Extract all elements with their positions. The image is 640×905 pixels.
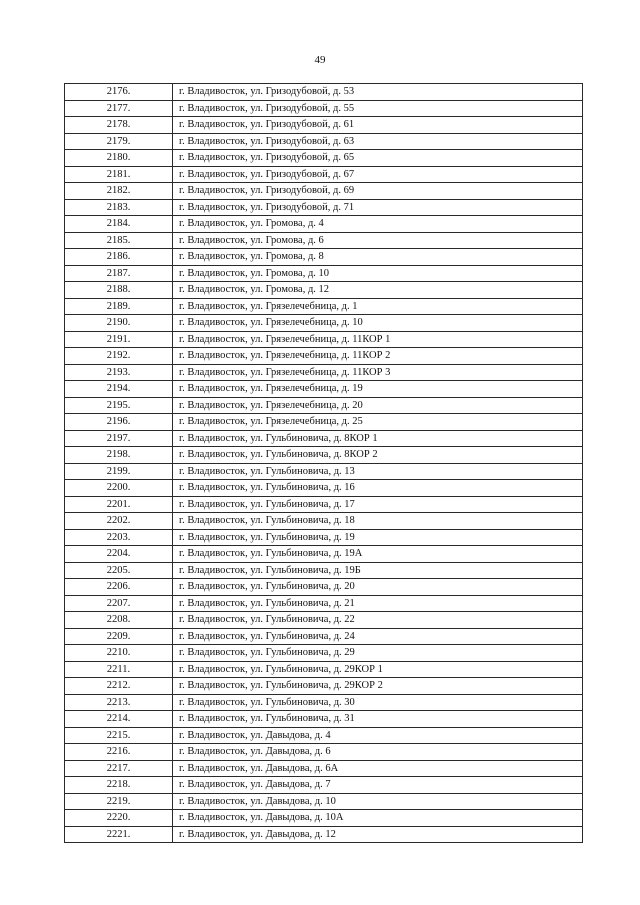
table-row <box>65 727 583 744</box>
table-row <box>65 298 583 315</box>
address-table <box>64 83 583 843</box>
row-number: 2217. <box>65 760 173 777</box>
table-row <box>65 744 583 761</box>
row-number: 2204. <box>65 546 173 563</box>
table-row <box>65 760 583 777</box>
table-row <box>65 447 583 464</box>
table-row <box>65 133 583 150</box>
table-row <box>65 496 583 513</box>
table-row <box>65 612 583 629</box>
table-row <box>65 711 583 728</box>
table-row <box>65 199 583 216</box>
row-address: г. Владивосток, ул. Грязелечебница, д. 25 <box>173 414 583 431</box>
row-address: г. Владивосток, ул. Гризодубовой, д. 63 <box>173 133 583 150</box>
table-row <box>65 463 583 480</box>
row-number: 2191. <box>65 331 173 348</box>
row-address: г. Владивосток, ул. Гульбиновича, д. 8КОР 1 <box>173 430 583 447</box>
row-number: 2196. <box>65 414 173 431</box>
row-number: 2207. <box>65 595 173 612</box>
row-address: г. Владивосток, ул. Гульбиновича, д. 17 <box>173 496 583 513</box>
table-row <box>65 645 583 662</box>
row-address: г. Владивосток, ул. Гризодубовой, д. 71 <box>173 199 583 216</box>
row-address: г. Владивосток, ул. Давыдова, д. 7 <box>173 777 583 794</box>
table-row <box>65 546 583 563</box>
row-address: г. Владивосток, ул. Гульбиновича, д. 31 <box>173 711 583 728</box>
row-address: г. Владивосток, ул. Гризодубовой, д. 65 <box>173 150 583 167</box>
table-row <box>65 694 583 711</box>
row-number: 2195. <box>65 397 173 414</box>
row-number: 2181. <box>65 166 173 183</box>
table-row <box>65 513 583 530</box>
table-row <box>65 84 583 101</box>
table-row <box>65 397 583 414</box>
table-row <box>65 595 583 612</box>
row-address: г. Владивосток, ул. Давыдова, д. 6А <box>173 760 583 777</box>
row-address: г. Владивосток, ул. Гульбиновича, д. 20 <box>173 579 583 596</box>
row-address: г. Владивосток, ул. Гульбиновича, д. 24 <box>173 628 583 645</box>
row-address: г. Владивосток, ул. Давыдова, д. 6 <box>173 744 583 761</box>
table-row <box>65 793 583 810</box>
table-row <box>65 628 583 645</box>
row-number: 2205. <box>65 562 173 579</box>
row-number: 2197. <box>65 430 173 447</box>
row-number: 2178. <box>65 117 173 134</box>
row-number: 2177. <box>65 100 173 117</box>
table-row <box>65 826 583 843</box>
table-row <box>65 810 583 827</box>
row-address: г. Владивосток, ул. Гризодубовой, д. 69 <box>173 183 583 200</box>
table-row <box>65 480 583 497</box>
row-number: 2176. <box>65 84 173 101</box>
row-address: г. Владивосток, ул. Давыдова, д. 10 <box>173 793 583 810</box>
row-address: г. Владивосток, ул. Громова, д. 4 <box>173 216 583 233</box>
row-number: 2186. <box>65 249 173 266</box>
row-number: 2219. <box>65 793 173 810</box>
row-address: г. Владивосток, ул. Грязелечебница, д. 1 <box>173 298 583 315</box>
row-number: 2214. <box>65 711 173 728</box>
table-row <box>65 166 583 183</box>
row-address: г. Владивосток, ул. Грязелечебница, д. 11КОР 1 <box>173 331 583 348</box>
row-address: г. Владивосток, ул. Гульбиновича, д. 19А <box>173 546 583 563</box>
table-row <box>65 381 583 398</box>
row-address: г. Владивосток, ул. Грязелечебница, д. 11КОР 2 <box>173 348 583 365</box>
row-number: 2179. <box>65 133 173 150</box>
row-address: г. Владивосток, ул. Гульбиновича, д. 29 <box>173 645 583 662</box>
row-number: 2183. <box>65 199 173 216</box>
row-address: г. Владивосток, ул. Громова, д. 6 <box>173 232 583 249</box>
row-number: 2192. <box>65 348 173 365</box>
row-number: 2211. <box>65 661 173 678</box>
row-number: 2187. <box>65 265 173 282</box>
row-address: г. Владивосток, ул. Гульбиновича, д. 22 <box>173 612 583 629</box>
table-row <box>65 282 583 299</box>
row-number: 2203. <box>65 529 173 546</box>
row-number: 2188. <box>65 282 173 299</box>
row-number: 2182. <box>65 183 173 200</box>
row-number: 2216. <box>65 744 173 761</box>
row-address: г. Владивосток, ул. Грязелечебница, д. 19 <box>173 381 583 398</box>
row-address: г. Владивосток, ул. Гульбиновича, д. 8КОР 2 <box>173 447 583 464</box>
row-number: 2212. <box>65 678 173 695</box>
row-number: 2206. <box>65 579 173 596</box>
page-number: 49 <box>314 54 326 66</box>
table-row <box>65 100 583 117</box>
table-row <box>65 364 583 381</box>
row-address: г. Владивосток, ул. Гульбиновича, д. 30 <box>173 694 583 711</box>
row-number: 2185. <box>65 232 173 249</box>
row-address: г. Владивосток, ул. Гризодубовой, д. 55 <box>173 100 583 117</box>
table-row <box>65 777 583 794</box>
row-address: г. Владивосток, ул. Давыдова, д. 4 <box>173 727 583 744</box>
table-row <box>65 249 583 266</box>
row-address: г. Владивосток, ул. Грязелечебница, д. 11КОР 3 <box>173 364 583 381</box>
row-number: 2221. <box>65 826 173 843</box>
row-address: г. Владивосток, ул. Гризодубовой, д. 53 <box>173 84 583 101</box>
row-number: 2189. <box>65 298 173 315</box>
table-row <box>65 315 583 332</box>
row-number: 2200. <box>65 480 173 497</box>
row-number: 2194. <box>65 381 173 398</box>
row-number: 2218. <box>65 777 173 794</box>
row-number: 2220. <box>65 810 173 827</box>
row-address: г. Владивосток, ул. Гризодубовой, д. 67 <box>173 166 583 183</box>
row-number: 2180. <box>65 150 173 167</box>
row-number: 2198. <box>65 447 173 464</box>
row-address: г. Владивосток, ул. Гульбиновича, д. 19 <box>173 529 583 546</box>
table-row <box>65 183 583 200</box>
row-address: г. Владивосток, ул. Давыдова, д. 12 <box>173 826 583 843</box>
row-number: 2201. <box>65 496 173 513</box>
table-row <box>65 150 583 167</box>
row-number: 2193. <box>65 364 173 381</box>
table-row <box>65 579 583 596</box>
row-address: г. Владивосток, ул. Грязелечебница, д. 20 <box>173 397 583 414</box>
row-number: 2202. <box>65 513 173 530</box>
table-row <box>65 661 583 678</box>
row-number: 2208. <box>65 612 173 629</box>
table-row <box>65 348 583 365</box>
table-row <box>65 678 583 695</box>
table-row <box>65 562 583 579</box>
row-number: 2209. <box>65 628 173 645</box>
table-row <box>65 216 583 233</box>
row-address: г. Владивосток, ул. Гризодубовой, д. 61 <box>173 117 583 134</box>
table-row <box>65 265 583 282</box>
row-number: 2190. <box>65 315 173 332</box>
row-address: г. Владивосток, ул. Гульбиновича, д. 16 <box>173 480 583 497</box>
row-number: 2215. <box>65 727 173 744</box>
row-address: г. Владивосток, ул. Гульбиновича, д. 13 <box>173 463 583 480</box>
row-address: г. Владивосток, ул. Гульбиновича, д. 21 <box>173 595 583 612</box>
table-row <box>65 430 583 447</box>
row-number: 2184. <box>65 216 173 233</box>
row-address: г. Владивосток, ул. Гульбиновича, д. 19Б <box>173 562 583 579</box>
row-address: г. Владивосток, ул. Гульбиновича, д. 29КОР 1 <box>173 661 583 678</box>
row-address: г. Владивосток, ул. Громова, д. 8 <box>173 249 583 266</box>
table-row <box>65 232 583 249</box>
row-number: 2199. <box>65 463 173 480</box>
table-row <box>65 331 583 348</box>
row-address: г. Владивосток, ул. Гульбиновича, д. 29КОР 2 <box>173 678 583 695</box>
table-row <box>65 117 583 134</box>
row-address: г. Владивосток, ул. Грязелечебница, д. 10 <box>173 315 583 332</box>
address-table-body <box>65 84 583 843</box>
row-address: г. Владивосток, ул. Громова, д. 12 <box>173 282 583 299</box>
row-number: 2210. <box>65 645 173 662</box>
row-address: г. Владивосток, ул. Давыдова, д. 10А <box>173 810 583 827</box>
table-row <box>65 529 583 546</box>
row-address: г. Владивосток, ул. Гульбиновича, д. 18 <box>173 513 583 530</box>
row-number: 2213. <box>65 694 173 711</box>
row-address: г. Владивосток, ул. Громова, д. 10 <box>173 265 583 282</box>
table-row <box>65 414 583 431</box>
